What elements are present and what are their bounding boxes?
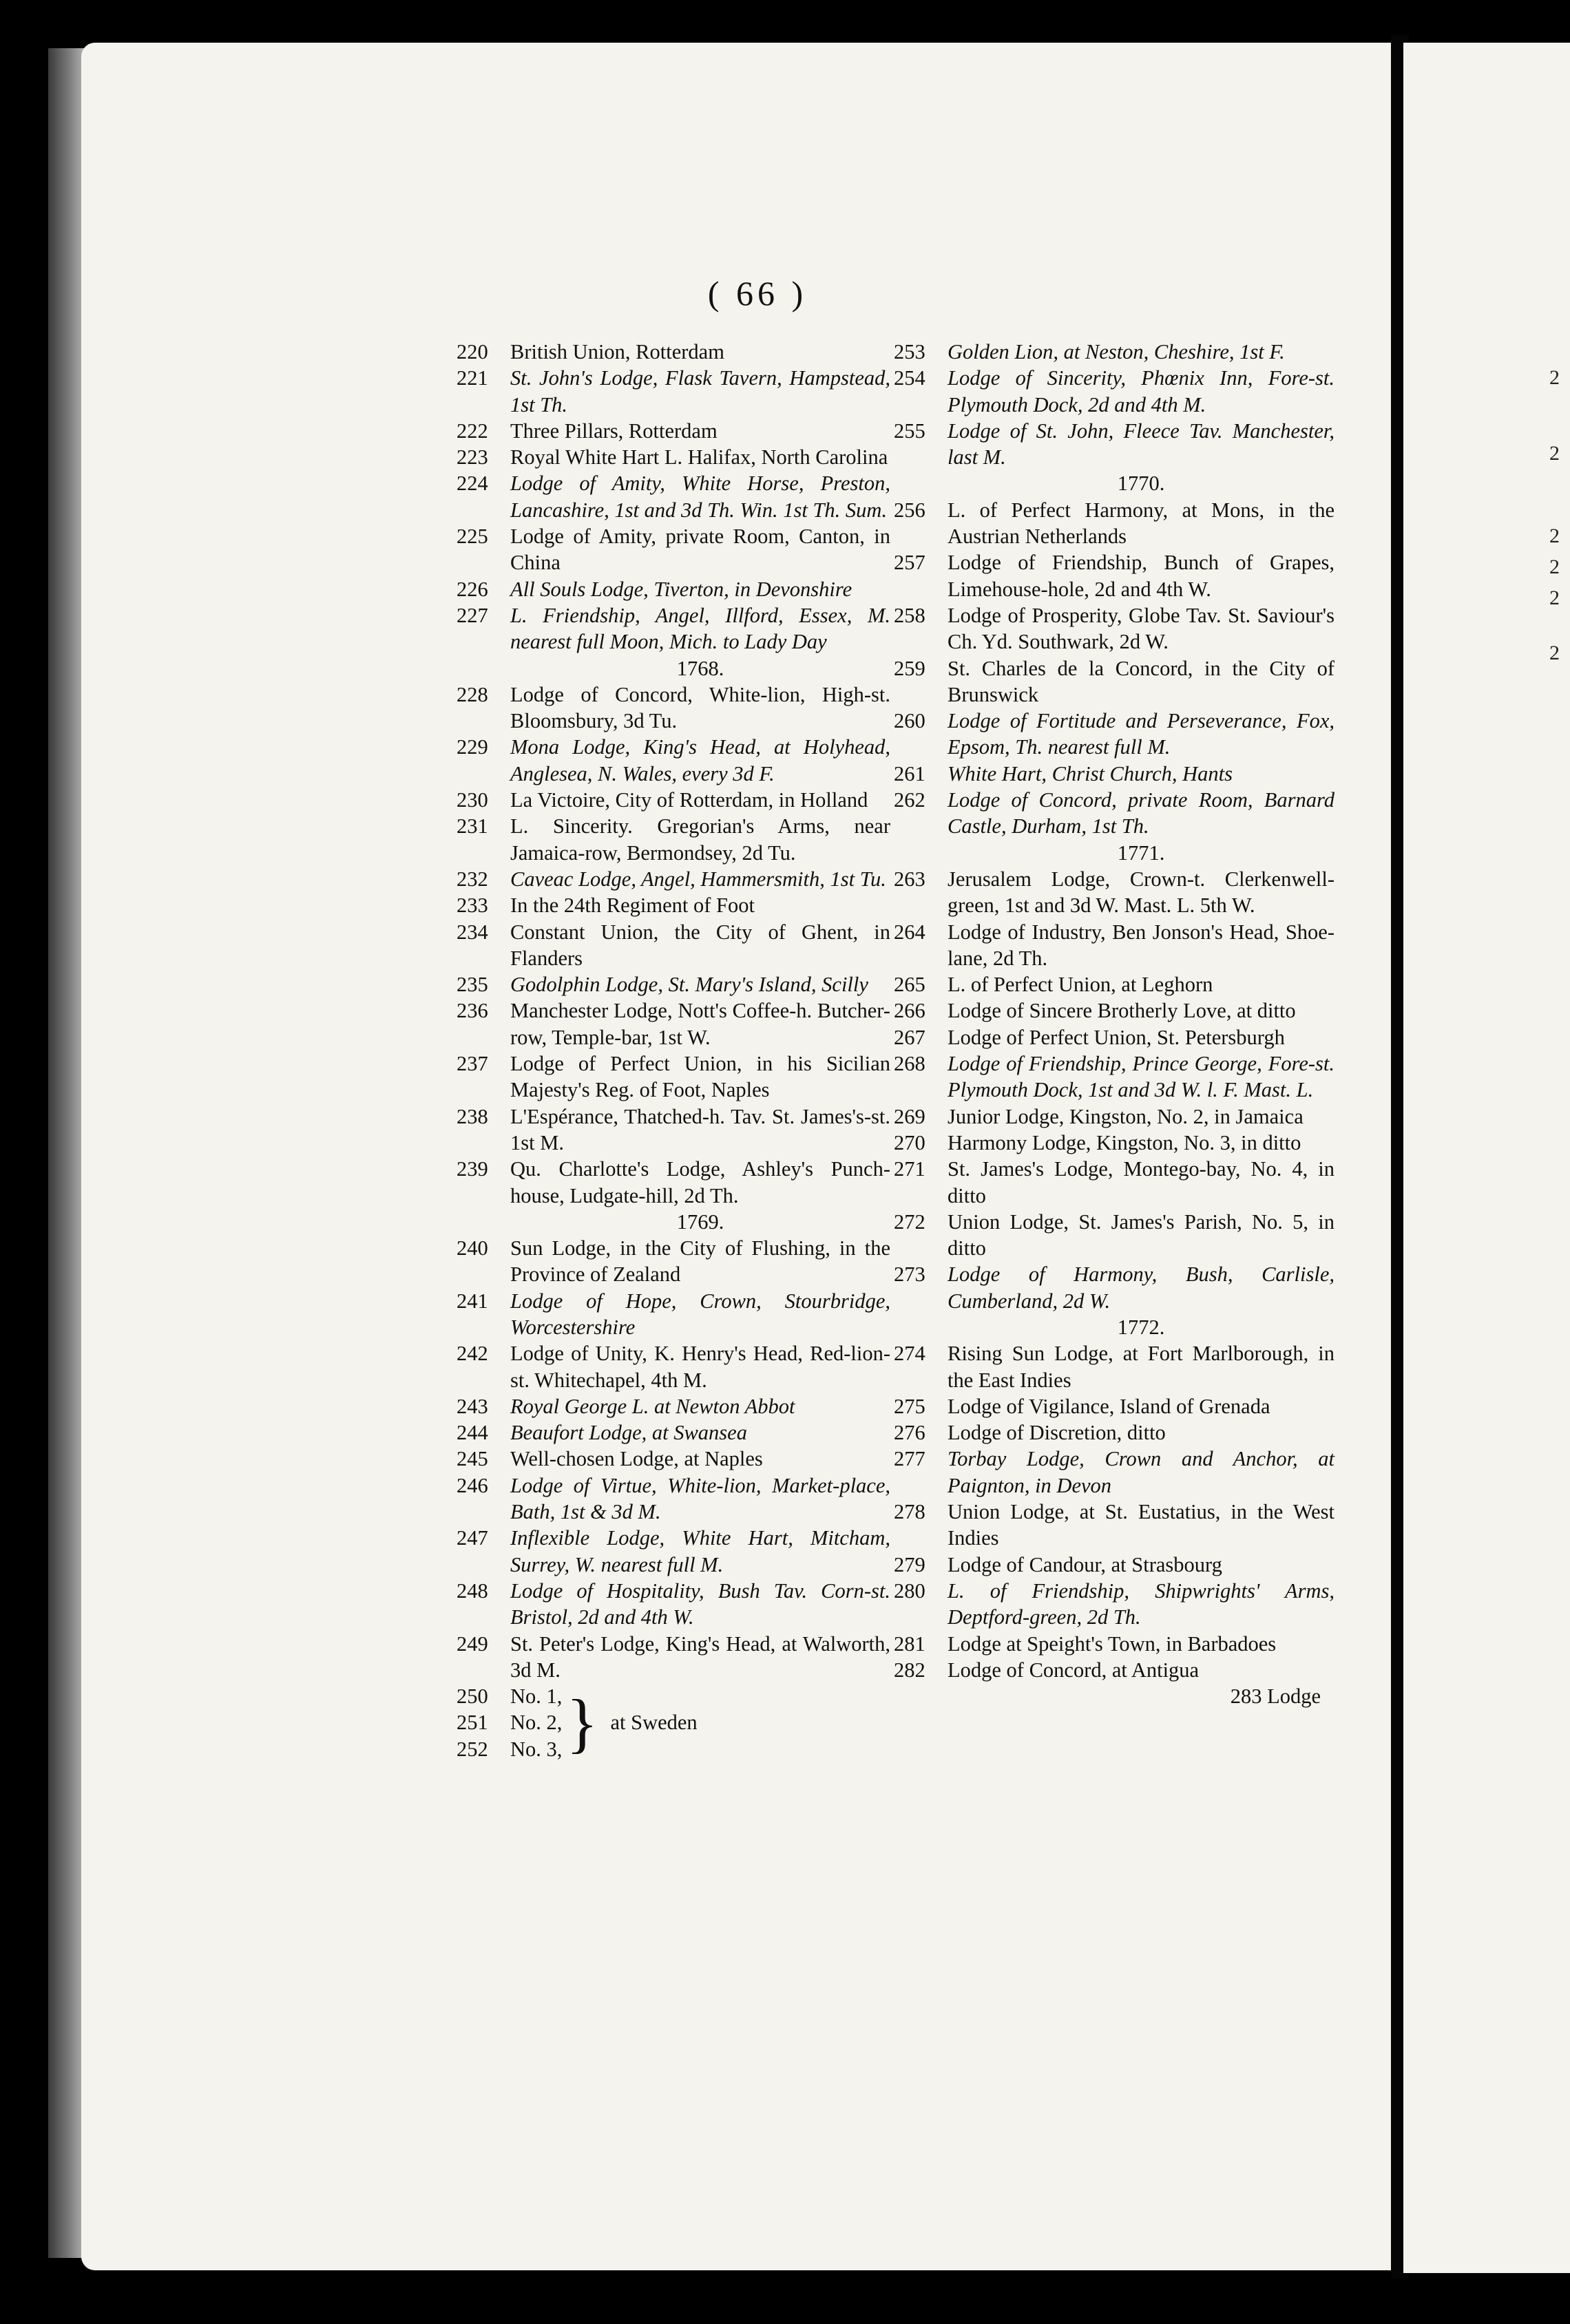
lodge-entry: [457, 602, 890, 655]
lodge-number: 223: [457, 445, 488, 469]
lodge-description: Lodge of Candour, at Strasbourg: [948, 1552, 1222, 1576]
lodge-description: Lodge of Sincerity, Phœnix Inn, Fore-st. Plymouth Dock, 2d and 4th M.: [948, 366, 1334, 416]
lodge-description: L. of Perfect Harmony, at Mons, in the Austrian Netherlands: [948, 498, 1334, 549]
lodge-entry: [894, 1261, 1334, 1314]
lodge-entry: [457, 1631, 890, 1684]
lodge-entry: [894, 1552, 1334, 1578]
lodge-entry: [894, 1657, 1334, 1683]
lodge-entry: [457, 892, 890, 918]
lodge-number: 227: [457, 603, 488, 627]
lodge-description: Lodge of Unity, K. Henry's Head, Red-lion-st. Whitechapel, 4th M.: [510, 1342, 890, 1392]
lodge-entry: [457, 1472, 890, 1525]
lodge-description: Godolphin Lodge, St. Mary's Island, Scilly: [510, 973, 868, 997]
lodge-entry: [894, 997, 1334, 1024]
lodge-entry: [457, 787, 890, 813]
lodge-entry: [457, 682, 890, 735]
lodge-number: 266: [894, 999, 925, 1023]
book-page: [81, 43, 1434, 2270]
lodge-number: 226: [457, 577, 488, 601]
lodge-number: 229: [457, 735, 488, 759]
lodge-description: Lodge of Concord, private Room, Barnard Castle, Durham, 1st Th.: [948, 788, 1334, 838]
lodge-description: Manchester Lodge, Nott's Coffee-h. Butcher-row, Temple-bar, 1st W.: [510, 999, 890, 1049]
lodge-description: Union Lodge, at St. Eustatius, in the West Indies: [948, 1500, 1334, 1550]
lodge-description: Junior Lodge, Kingston, No. 2, in Jamaica: [948, 1104, 1304, 1128]
lodge-description: Lodge of Concord, at Antigua: [948, 1658, 1200, 1682]
lodge-number: 245: [457, 1447, 488, 1471]
lodge-entry: [894, 1156, 1334, 1209]
lodge-number: 257: [894, 551, 925, 575]
lodge-entry: [457, 1419, 890, 1446]
lodge-number: 243: [457, 1394, 488, 1418]
lodge-description: Lodge of Vigilance, Island of Grenada: [948, 1394, 1270, 1418]
lodge-entry: [894, 1631, 1334, 1657]
lodge-number: 249: [457, 1631, 488, 1656]
lodge-number: 246: [457, 1473, 488, 1497]
lodge-number: 250: [457, 1684, 488, 1709]
facing-page-fragment: 2: [1549, 587, 1560, 609]
lodge-description: Lodge of Amity, private Room, Canton, in China: [510, 525, 890, 575]
lodge-number: 220: [457, 340, 488, 363]
lodge-description: All Souls Lodge, Tiverton, in Devonshire: [510, 577, 852, 601]
lodge-number: 265: [894, 973, 925, 997]
lodge-number: 232: [457, 867, 488, 891]
lodge-entry: [457, 866, 890, 892]
lodge-description: La Victoire, City of Rotterdam, in Holland: [510, 788, 868, 812]
lodge-description: Lodge of Concord, White-lion, High-st. Bloomsbury, 3d Tu.: [510, 682, 890, 733]
lodge-entry: [457, 1156, 890, 1209]
lodge-description: British Union, Rotterdam: [510, 340, 724, 363]
lodge-label: No. 1,: [510, 1684, 563, 1709]
lodge-description: Caveac Lodge, Angel, Hammersmith, 1st Tu.: [510, 867, 886, 891]
lodge-entry: [894, 866, 1334, 919]
lodge-entry: [457, 997, 890, 1050]
lodge-number: 278: [894, 1500, 925, 1524]
lodge-entry: [894, 1419, 1334, 1446]
lodge-number: 236: [457, 999, 488, 1023]
lodge-entry: [894, 339, 1334, 365]
lodge-description: Mona Lodge, King's Head, at Holyhead, Anglesea, N. Wales, every 3d F.: [510, 735, 890, 785]
lodge-number: 259: [894, 656, 925, 680]
lodge-description: Lodge of Industry, Ben Jonson's Head, Shoe-lane, 2d Th.: [948, 920, 1334, 970]
page-header: [81, 273, 1434, 313]
lodge-entry: [894, 1024, 1334, 1050]
lodge-description: Lodge of Fortitude and Perseverance, Fox, Epsom, Th. nearest full M.: [948, 709, 1334, 759]
lodge-number: 268: [894, 1052, 925, 1076]
lodge-entry: [457, 1683, 562, 1709]
lodge-description: In the 24th Regiment of Foot: [510, 894, 755, 918]
lodge-entry: [457, 971, 890, 997]
lodge-description: Lodge of Sincere Brotherly Love, at ditto: [948, 999, 1296, 1023]
lodge-entry: [457, 919, 890, 972]
lodge-entry: [894, 602, 1334, 655]
lodge-number: 239: [457, 1157, 488, 1181]
lodge-entry: [457, 1050, 890, 1103]
lodge-number: 273: [894, 1263, 925, 1287]
lodge-number: 264: [894, 920, 925, 944]
lodge-number: 252: [457, 1737, 488, 1761]
lodge-entry: [894, 1446, 1334, 1499]
lodge-description: Harmony Lodge, Kingston, No. 3, in ditto: [948, 1130, 1301, 1154]
lodge-number: 270: [894, 1130, 925, 1154]
lodge-description: Three Pillars, Rotterdam: [510, 419, 718, 443]
lodge-number: 274: [894, 1342, 925, 1366]
lodge-entry: [457, 444, 890, 470]
facing-page-fragment: 2: [1549, 525, 1560, 547]
lodge-entry: [457, 1446, 890, 1472]
lodge-entry: [894, 1130, 1334, 1156]
lodge-entry: [457, 1736, 562, 1762]
lodge-entry: [457, 1340, 890, 1393]
lodge-description: Royal White Hart L. Halifax, North Carolina: [510, 445, 888, 469]
lodge-entry: [894, 365, 1334, 418]
year-heading: 1769.: [676, 1209, 724, 1234]
lodge-number: 269: [894, 1104, 925, 1128]
lodge-entry: [457, 1103, 890, 1156]
lodge-description: Lodge of Amity, White Horse, Preston, Lancashire, 1st and 3d Th. Win. 1st Th. Sum.: [510, 472, 890, 522]
lodge-description: Beaufort Lodge, at Swansea: [510, 1421, 747, 1445]
lodge-number: 279: [894, 1552, 925, 1576]
lodge-number: 277: [894, 1447, 925, 1471]
catchword: 283 Lodge: [1230, 1684, 1321, 1709]
facing-page-fragment: 2: [1549, 442, 1560, 465]
year-heading: 1772.: [1117, 1315, 1165, 1339]
lodge-description: Torbay Lodge, Crown and Anchor, at Paignton, in Devon: [948, 1447, 1334, 1497]
lodge-description: St. Peter's Lodge, King's Head, at Walworth, 3d M.: [510, 1631, 890, 1682]
lodge-entry: [894, 1393, 1334, 1419]
lodge-description: White Hart, Christ Church, Hants: [948, 761, 1233, 785]
lodge-number: 222: [457, 419, 488, 443]
lodge-number: 276: [894, 1421, 925, 1445]
lodge-entry: [894, 971, 1334, 997]
lodge-entry: [894, 708, 1334, 761]
lodge-description: Lodge of Perfect Union, in his Sicilian Majesty's Reg. of Foot, Naples: [510, 1052, 890, 1102]
lodge-entry: [457, 523, 890, 576]
year-heading: 1768.: [676, 656, 724, 680]
lodge-entry: [457, 1578, 890, 1631]
facing-page-fragment: 2: [1549, 642, 1560, 664]
lodge-number: 235: [457, 973, 488, 997]
lodge-number: 262: [894, 788, 925, 812]
lodge-description: Lodge of Discretion, ditto: [948, 1421, 1166, 1445]
brace-glyph: }: [566, 1685, 598, 1760]
lodge-label: No. 3,: [510, 1737, 563, 1761]
lodge-number: 244: [457, 1421, 488, 1445]
lodge-entry: [894, 418, 1334, 471]
lodge-number: 256: [894, 498, 925, 522]
lodge-number: 263: [894, 867, 925, 891]
lodge-number: 255: [894, 419, 925, 443]
lodge-number: 237: [457, 1052, 488, 1076]
lodge-description: Constant Union, the City of Ghent, in Flanders: [510, 920, 890, 970]
lodge-number: 238: [457, 1104, 488, 1128]
year-heading: 1771.: [1117, 841, 1165, 865]
lodge-description: L. of Perfect Union, at Leghorn: [948, 973, 1213, 997]
lodge-number: 248: [457, 1578, 488, 1603]
lodge-number: 241: [457, 1289, 488, 1313]
sweden-lodge-group: [457, 1683, 890, 1762]
lodge-entry: [894, 549, 1334, 602]
lodge-description: St. Charles de la Concord, in the City of Brunswick: [948, 656, 1334, 706]
lodge-entry: [457, 1288, 890, 1341]
lodge-entry: [457, 339, 890, 365]
lodge-number: 261: [894, 761, 925, 785]
lodge-entry: [457, 1235, 890, 1288]
lodge-description: L. Sincerity. Gregorian's Arms, near Jamaica-row, Bermondsey, 2d Tu.: [510, 814, 890, 865]
lodge-number: 280: [894, 1578, 925, 1603]
lodge-entry: [457, 734, 890, 787]
lodge-number: 258: [894, 603, 925, 627]
facing-page-fragment: 2: [1549, 556, 1560, 578]
lodge-number: 282: [894, 1658, 925, 1682]
lodge-entry: [894, 1499, 1334, 1552]
lodge-entry: [894, 787, 1334, 840]
lodge-number: 251: [457, 1711, 488, 1735]
lodge-number: 240: [457, 1236, 488, 1260]
lodge-description: Well-chosen Lodge, at Naples: [510, 1447, 763, 1471]
lodge-number: 221: [457, 366, 488, 390]
lodge-description: Qu. Charlotte's Lodge, Ashley's Punch-house, Ludgate-hill, 2d Th.: [510, 1157, 890, 1207]
lodge-description: Lodge of Hope, Crown, Stourbridge, Worcestershire: [510, 1289, 890, 1339]
lodge-entry: [457, 1525, 890, 1578]
lodge-number: 275: [894, 1394, 925, 1418]
lodge-entry: [894, 655, 1334, 708]
lodge-description: Golden Lion, at Neston, Cheshire, 1st F.: [948, 340, 1285, 363]
lodge-entry: [894, 497, 1334, 550]
lodge-number: 281: [894, 1631, 925, 1656]
lodge-entry: [457, 365, 890, 418]
lodge-number: 242: [457, 1342, 488, 1366]
facing-page-edge: [1403, 43, 1570, 2273]
lodge-entry: [457, 813, 890, 866]
lodge-entry: [894, 1103, 1334, 1130]
lodge-description: Lodge of Harmony, Bush, Carlisle, Cumberland, 2d W.: [948, 1263, 1334, 1313]
lodge-entry: [894, 1340, 1334, 1393]
sweden-label: at Sweden: [610, 1711, 698, 1735]
lodge-description: St. James's Lodge, Montego-bay, No. 4, in ditto: [948, 1157, 1334, 1207]
lodge-description: Lodge of St. John, Fleece Tav. Manchester, last M.: [948, 419, 1334, 469]
lodge-description: Rising Sun Lodge, at Fort Marlborough, in the East Indies: [948, 1342, 1334, 1392]
lodge-label: No. 2,: [510, 1711, 563, 1735]
lodge-entry: [894, 761, 1334, 787]
lodge-number: 247: [457, 1526, 488, 1550]
lodge-number: 233: [457, 894, 488, 918]
lodge-entry: [457, 470, 890, 523]
lodge-description: Royal George L. at Newton Abbot: [510, 1394, 795, 1418]
lodge-description: L. of Friendship, Shipwrights' Arms, Deptford-green, 2d Th.: [948, 1578, 1334, 1629]
lodge-description: Union Lodge, St. James's Parish, No. 5, in ditto: [948, 1209, 1334, 1260]
lodge-description: St. John's Lodge, Flask Tavern, Hampstead, 1st Th.: [510, 366, 890, 416]
lodge-number: 234: [457, 920, 488, 944]
lodge-entry: [457, 1393, 890, 1419]
lodge-description: Lodge of Hospitality, Bush Tav. Corn-st. Bristol, 2d and 4th W.: [510, 1578, 890, 1629]
lodge-number: 253: [894, 340, 925, 363]
lodge-entry: [894, 1209, 1334, 1262]
facing-page-fragment: 2: [1549, 366, 1560, 389]
lodge-number: 271: [894, 1157, 925, 1181]
right-column: [894, 339, 1334, 1709]
lodge-number: 267: [894, 1025, 925, 1049]
lodge-description: Sun Lodge, in the City of Flushing, in the Province of Zealand: [510, 1236, 890, 1287]
lodge-entry: [894, 919, 1334, 972]
lodge-number: 254: [894, 366, 925, 390]
lodge-number: 272: [894, 1209, 925, 1234]
lodge-number: 228: [457, 682, 488, 706]
page-number: ( 66 ): [707, 274, 808, 313]
left-column: [457, 339, 890, 1762]
lodge-description: Lodge of Virtue, White-lion, Market-place, Bath, 1st & 3d M.: [510, 1473, 890, 1524]
lodge-description: Inflexible Lodge, White Hart, Mitcham, Surrey, W. nearest full M.: [510, 1526, 890, 1576]
year-heading: 1770.: [1117, 472, 1165, 496]
lodge-entry: [894, 1578, 1334, 1631]
lodge-description: Lodge of Perfect Union, St. Petersburgh: [948, 1025, 1285, 1049]
lodge-description: Lodge of Prosperity, Globe Tav. St. Saviour's Ch. Yd. Southwark, 2d W.: [948, 603, 1334, 654]
lodge-entry: [894, 1050, 1334, 1103]
lodge-description: L'Espérance, Thatched-h. Tav. St. James's-st. 1st M.: [510, 1104, 890, 1154]
lodge-number: 224: [457, 472, 488, 496]
lodge-number: 231: [457, 814, 488, 838]
lodge-number: 225: [457, 525, 488, 549]
lodge-number: 260: [894, 709, 925, 733]
lodge-description: L. Friendship, Angel, Illford, Essex, M. nearest full Moon, Mich. to Lady Day: [510, 603, 890, 654]
lodge-description: Lodge of Friendship, Bunch of Grapes, Limehouse-hole, 2d and 4th W.: [948, 551, 1334, 601]
lodge-description: Lodge at Speight's Town, in Barbadoes: [948, 1631, 1277, 1656]
lodge-description: Lodge of Friendship, Prince George, Fore-st. Plymouth Dock, 1st and 3d W. l. F. Mast. L.: [948, 1052, 1334, 1102]
lodge-description: Jerusalem Lodge, Crown-t. Clerkenwell-green, 1st and 3d W. Mast. L. 5th W.: [948, 867, 1334, 918]
lodge-entry: [457, 1709, 562, 1735]
lodge-number: 230: [457, 788, 488, 812]
lodge-entry: [457, 418, 890, 444]
lodge-entry: [457, 576, 890, 602]
